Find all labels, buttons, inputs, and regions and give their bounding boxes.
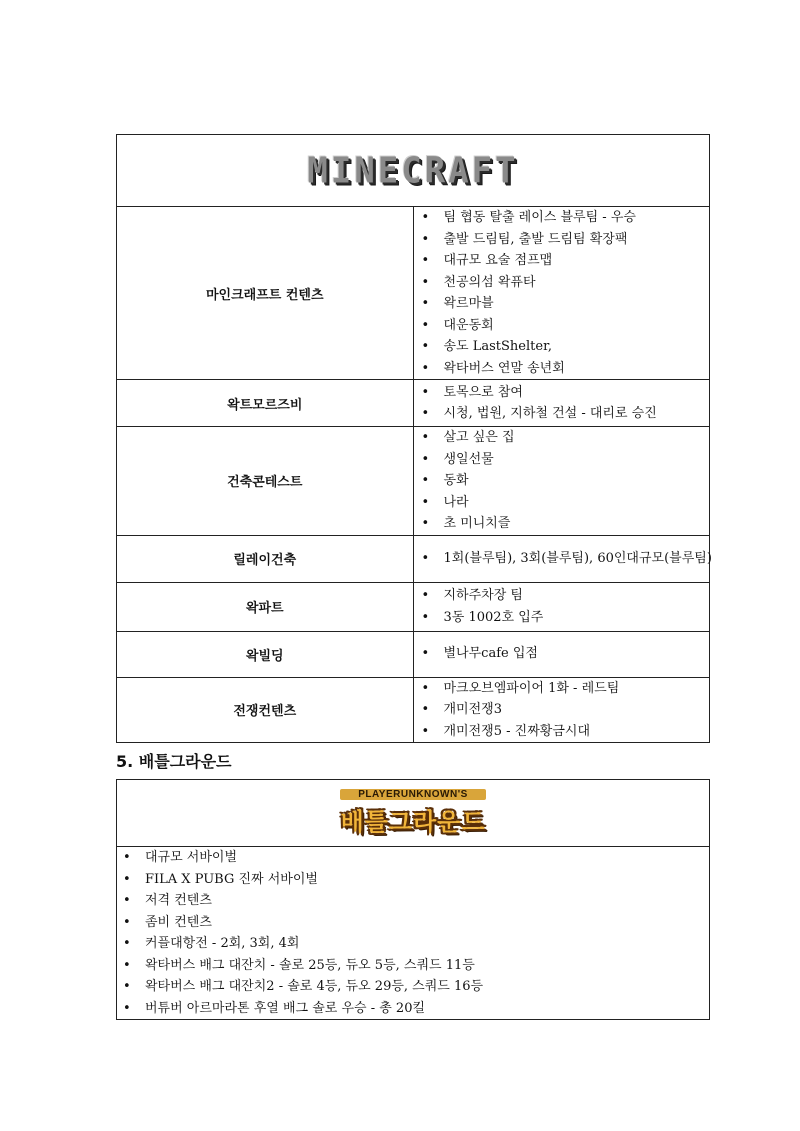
pubg-list: [117, 847, 709, 1019]
minecraft-content-row: [117, 207, 710, 380]
list-item: • 버튜버 아르마라톤 후열 배그 솔로 우승 - 총 20킬: [123, 998, 709, 1020]
row-items-list: [414, 585, 710, 628]
list-item: • 커플대항전 - 2회, 3회, 4회: [123, 933, 709, 955]
pubg-list-cell: [117, 847, 710, 1020]
list-item: • 살고 싶은 집: [422, 427, 710, 449]
list-item: • 지하주차장 팀: [422, 585, 710, 607]
pubg-logo-row: [117, 780, 710, 847]
list-item: • 송도 LastShelter,: [422, 336, 710, 358]
minecraft-content-row: [117, 677, 710, 743]
minecraft-content-row: [117, 380, 710, 427]
list-item: • 왁타버스 연말 송년회: [422, 358, 710, 380]
row-label: 전쟁컨텐츠: [117, 677, 414, 743]
pubg-logo-title: 배틀그라운드: [340, 808, 486, 836]
section-title: 5. 배틀그라운드: [116, 752, 232, 771]
pubg-logo-cell: [117, 780, 710, 847]
list-item: • 개미전쟁3: [422, 699, 710, 721]
list-item: • 좀비 컨텐츠: [123, 912, 709, 934]
row-label: 마인크래프트 컨텐츠: [117, 207, 414, 380]
list-item: • 3동 1002호 입주: [422, 607, 710, 629]
list-item: • 저격 컨텐츠: [123, 890, 709, 912]
list-item: • 1회(블루팀), 3회(블루팀), 60인대규모(블루팀): [422, 548, 710, 570]
pubg-list-row: [117, 847, 710, 1020]
row-items-cell: [413, 427, 710, 536]
row-items-list: [414, 382, 710, 425]
row-items-list: [414, 427, 710, 535]
row-items-cell: [413, 380, 710, 427]
list-item: • 시청, 법원, 지하철 건설 - 대리로 승진: [422, 403, 710, 425]
list-item: • 출발 드림팀, 출발 드림팀 확장팩: [422, 229, 710, 251]
list-item: • 나라: [422, 492, 710, 514]
row-label: 릴레이건축: [117, 535, 414, 582]
pubg-table: [116, 779, 710, 1020]
minecraft-rows: [117, 207, 710, 743]
row-items-cell: [413, 631, 710, 677]
row-label: 건축콘테스트: [117, 427, 414, 536]
list-item: • 왁타버스 배그 대잔치2 - 솔로 4등, 듀오 29등, 스쿼드 16등: [123, 976, 709, 998]
list-item: • 개미전쟁5 - 진짜황금시대: [422, 721, 710, 743]
list-item: • 대운동회: [422, 315, 710, 337]
row-label: 왁파트: [117, 582, 414, 631]
list-item: • 동화: [422, 470, 710, 492]
list-item: • 대규모 서바이벌: [123, 847, 709, 869]
row-items-list: [414, 207, 710, 379]
minecraft-content-row: [117, 535, 710, 582]
list-item: • 별나무cafe 입점: [422, 643, 710, 665]
list-item: • 대규모 요술 점프맵: [422, 250, 710, 272]
minecraft-logo-row: [117, 135, 710, 207]
minecraft-content-row: [117, 582, 710, 631]
pubg-logo-subtitle: PLAYERUNKNOWN'S: [340, 789, 485, 800]
row-items-cell: [413, 582, 710, 631]
row-items-cell: [413, 535, 710, 582]
row-items-cell: [413, 677, 710, 743]
row-items-cell: [413, 207, 710, 380]
row-label: 왁트모르즈비: [117, 380, 414, 427]
row-items-list: [414, 643, 710, 665]
pubg-logo: [340, 789, 485, 837]
list-item: • FILA X PUBG 진짜 서바이벌: [123, 869, 709, 891]
list-item: • 토목으로 참여: [422, 382, 710, 404]
minecraft-logo: MINECRAFT: [307, 149, 519, 192]
minecraft-content-row: [117, 631, 710, 677]
list-item: • 왁르마블: [422, 293, 710, 315]
list-item: • 생일선물: [422, 449, 710, 471]
minecraft-table: [116, 134, 710, 743]
list-item: • 초 미니치즐: [422, 513, 710, 535]
row-items-list: [414, 548, 710, 570]
list-item: • 왁타버스 배그 대잔치 - 솔로 25등, 듀오 5등, 스쿼드 11등: [123, 955, 709, 977]
list-item: • 천공의섬 왁퓨타: [422, 272, 710, 294]
row-label: 왁빌딩: [117, 631, 414, 677]
list-item: • 마크오브엠파이어 1화 - 레드팀: [422, 678, 710, 700]
list-item: • 팀 협동 탈출 레이스 블루팀 - 우승: [422, 207, 710, 229]
minecraft-logo-cell: [117, 135, 710, 207]
row-items-list: [414, 678, 710, 743]
minecraft-content-row: [117, 427, 710, 536]
